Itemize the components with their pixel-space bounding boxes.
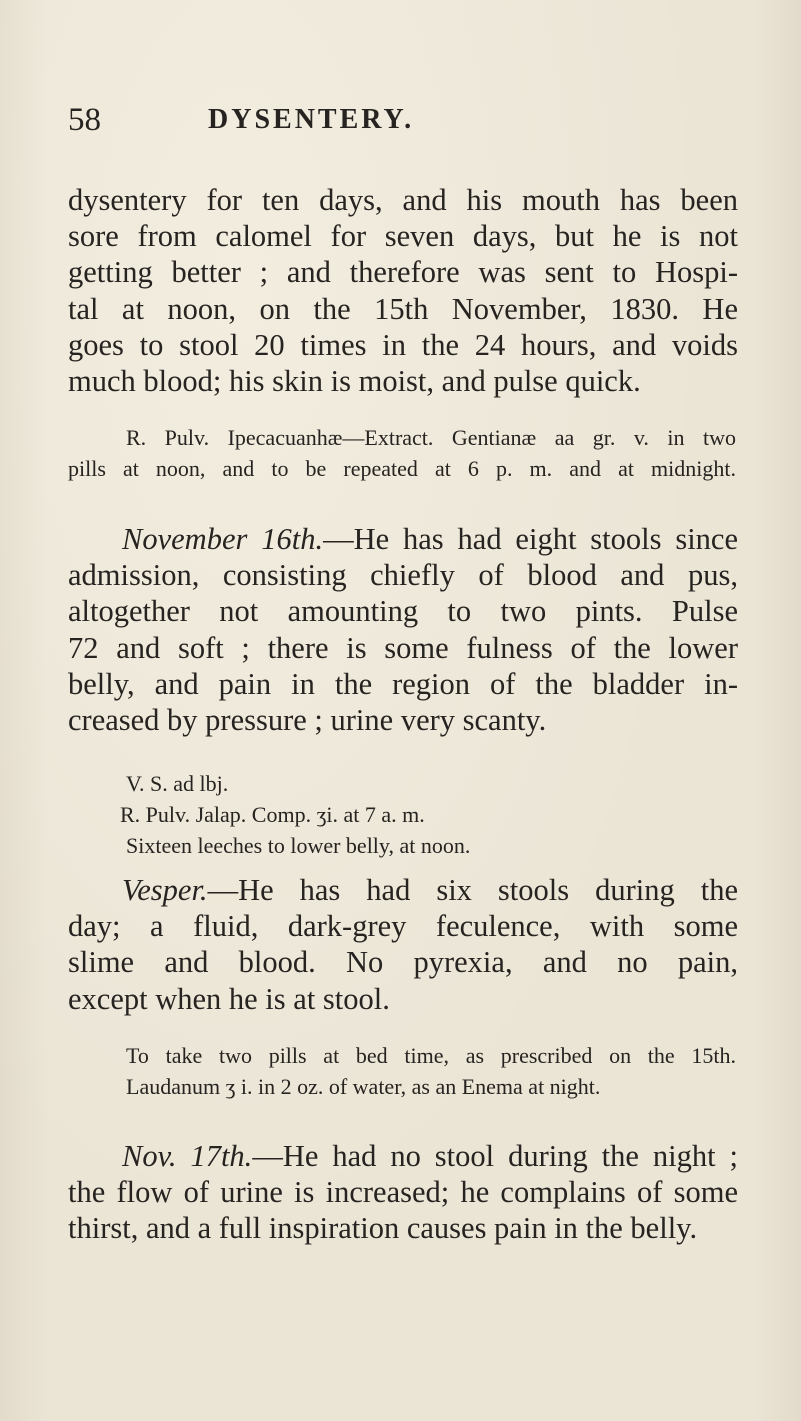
text-line: V. S. ad lbj. — [126, 771, 229, 796]
text-line: November 16th.—He has had eight stools since — [122, 522, 738, 556]
text-line: 72 and soft ; there is some fulness of the lower — [68, 630, 738, 665]
text-line: getting better ; and therefore was sent to Hospi- — [68, 255, 738, 290]
page-number: 58 — [68, 102, 101, 138]
text-line: the flow of urine is increased; he complains of some — [68, 1175, 738, 1210]
text-line: Vesper.—He has had six stools during the — [122, 873, 738, 907]
text-line: much blood; his skin is moist, and pulse quick. — [68, 364, 641, 399]
text-line: creased by pressure ; urine very scanty. — [68, 703, 547, 738]
page-header — [68, 100, 758, 140]
text-line: Laudanum ʒ i. in 2 oz. of water, as an Enema at night. — [126, 1074, 601, 1099]
text-line: dysentery for ten days, and his mouth has been — [68, 183, 738, 217]
prescription-first — [0, 422, 801, 484]
text-line: R. Pulv. Jalap. Comp. ʒi. at 7 a. m. — [120, 802, 425, 827]
paragraph-continued-case — [0, 182, 801, 399]
text-line: To take two pills at bed time, as prescribed on the 15th. — [126, 1043, 736, 1068]
paragraph-november-17 — [0, 1138, 801, 1247]
text-line: sore from calomel for seven days, but he is not — [68, 219, 738, 254]
text-line: Sixteen leeches to lower belly, at noon. — [126, 833, 471, 858]
entry-date: Vesper. — [122, 873, 208, 907]
text-line: slime and blood. No pyrexia, and no pain, — [68, 945, 738, 980]
text-line: admission, consisting chiefly of blood and pus, — [68, 558, 738, 593]
text-line: tal at noon, on the 15th November, 1830. He — [68, 291, 738, 326]
text-line: belly, and pain in the region of the bladder in- — [68, 666, 738, 701]
prescription-third — [0, 1040, 801, 1102]
entry-date: Nov. 17th. — [122, 1139, 253, 1173]
entry-date: November 16th. — [122, 522, 324, 556]
paragraph-november-16 — [0, 521, 801, 738]
text-line: altogether not amounting to two pints. Pulse — [68, 594, 738, 629]
text-line: R. Pulv. Ipecacuanhæ—Extract. Gentianæ aa gr. v. in two — [126, 425, 736, 450]
text-line: goes to stool 20 times in the 24 hours, and voids — [68, 327, 738, 362]
text-line: thirst, and a full inspiration causes pain in the belly. — [68, 1211, 698, 1246]
prescription-second — [0, 768, 801, 861]
text-line: pills at noon, and to be repeated at 6 p. m. and at midnight. — [68, 456, 736, 481]
running-head: DYSENTERY. — [208, 104, 415, 135]
text-line: except when he is at stool. — [68, 981, 390, 1016]
paragraph-vesper — [0, 872, 801, 1017]
text-line: day; a fluid, dark-grey feculence, with some — [68, 909, 738, 944]
text-line: Nov. 17th.—He had no stool during the night ; — [122, 1139, 739, 1173]
